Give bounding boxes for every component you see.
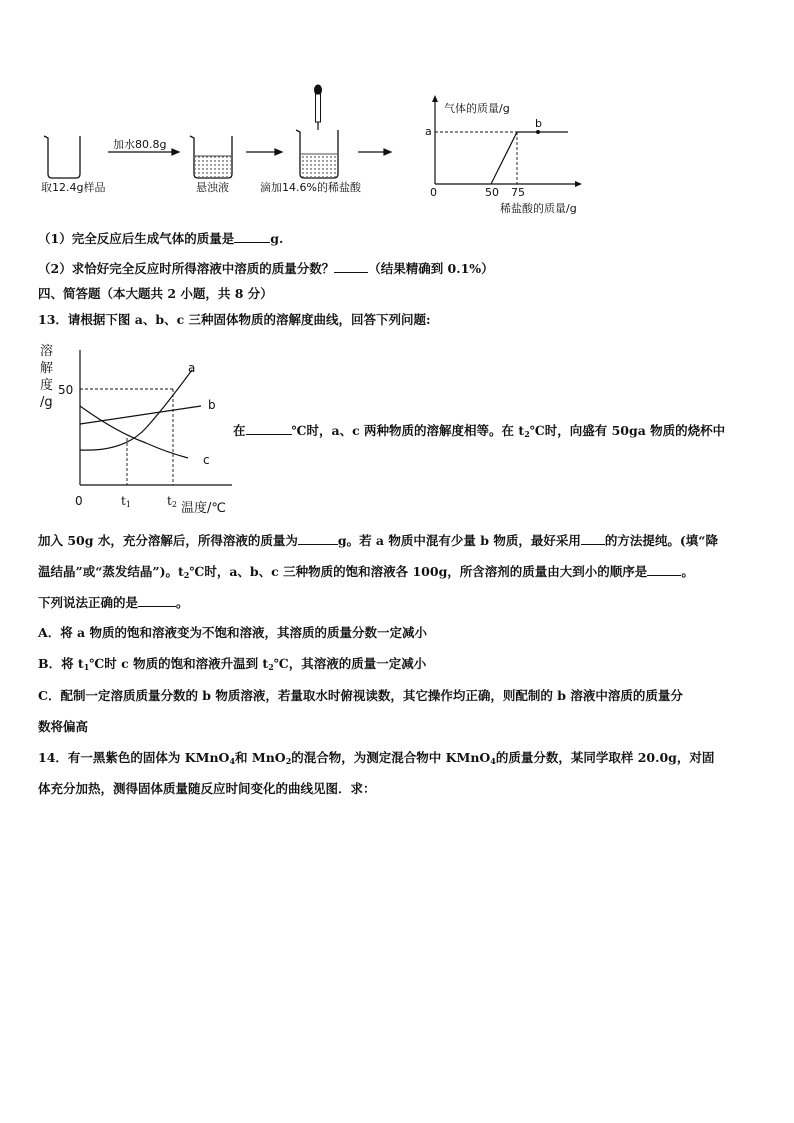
dropper-icon (315, 85, 322, 130)
option-c-line2: 数将偏高 (38, 719, 89, 734)
q13-intro: 13．请根据下图 a、b、c 三种固体物质的溶解度曲线，回答下列问题: (38, 312, 431, 327)
x-axis-label: 温度/℃ (181, 501, 226, 516)
x-tick-t1: $t_1$ (121, 494, 131, 509)
graph-y-label: 气体的质量/g (444, 102, 510, 115)
x-origin: 0 (75, 494, 83, 508)
q13-line3: 温结晶”或“蒸发结晶”)。$t_2℃$时，a、b、c 三种物质的饱和溶液各 100g，所含溶剂的质量由大到小的顺序是 。 (38, 564, 694, 580)
graph-origin: 0 (430, 186, 437, 199)
beaker-suspension (190, 136, 232, 178)
y-tick-50: 50 (58, 383, 74, 397)
option-b: B．将 $t_1℃$时 c 物质的饱和溶液升温到 $t_2℃$，其溶液的质量一定减小 (38, 656, 427, 672)
answer-blank-order[interactable] (647, 562, 681, 576)
step3-label: 滴加14.6%的稀盐酸 (260, 181, 361, 194)
question-1: （1）完全反应后生成气体的质量是 g. (38, 231, 284, 246)
step1-label: 取12.4g样品 (41, 181, 106, 194)
graph-point-a: a (425, 125, 432, 138)
section-heading: 四、简答题（本大题共 2 小题，共 8 分） (38, 286, 273, 301)
answer-blank-method[interactable] (581, 531, 605, 545)
question-2: （2）求恰好完全反应时所得溶液中溶质的质量分数？ （结果精确到 0.1%） (38, 261, 494, 276)
y-axis-label: 溶 解 度 /g (40, 344, 54, 410)
curve-a-label: a (188, 361, 196, 375)
beaker-empty (44, 136, 80, 178)
answer-blank-mass[interactable] (298, 531, 338, 545)
answer-blank-choice[interactable] (138, 593, 176, 607)
arrow-3 (358, 149, 391, 155)
graph-x-label: 稀盐酸的质量/g (500, 202, 577, 215)
solubility-chart (36, 340, 236, 520)
beaker-acid (296, 130, 338, 178)
arrow1-label: 加水80.8g (113, 138, 167, 151)
q13-line4: 下列说法正确的是 。 (38, 595, 189, 610)
graph-x-tick-50: 50 (485, 186, 499, 199)
graph-point-b: b (535, 117, 542, 130)
answer-blank-2[interactable] (334, 259, 368, 273)
graph-x-tick-75: 75 (511, 186, 525, 199)
option-c-line1: C．配制一定溶质质量分数的 b 物质溶液，若量取水时俯视读数，其它操作均正确，则配制的 b 溶液中溶质的质量分 (38, 688, 683, 703)
answer-blank-1[interactable] (234, 229, 270, 243)
curve-b-label: b (208, 398, 216, 412)
q13-line2: 加入 50g 水，充分溶解后，所得溶液的质量为 g。若 a 物质中混有少量 b 物质，最好采用 的方法提纯。(填“降 (38, 533, 718, 548)
q13-side-text: 在 ℃时，a、c 两种物质的溶解度相等。在 $t_2℃$时，向盛有 50ga 物质的烧杯中 (233, 423, 726, 439)
option-a: A．将 a 物质的饱和溶液变为不饱和溶液，其溶质的质量分数一定减小 (38, 625, 428, 640)
q14-line1: 14．有一黑紫色的固体为 KMnO$_4$和 MnO$_2$的混合物，为测定混合物中 KMnO$_4$的质量分数，某同学取样 20.0g，对固 (38, 750, 715, 766)
x-tick-t2: $t_2$ (167, 494, 177, 509)
curve-b (80, 406, 201, 424)
step2-label: 悬浊液 (196, 181, 229, 194)
arrow-2 (246, 149, 282, 155)
answer-blank-temp[interactable] (246, 421, 292, 435)
q14-line2: 体充分加热，测得固体质量随反应时间变化的曲线见图．求： (38, 781, 376, 796)
curve-c-label: c (203, 453, 210, 467)
